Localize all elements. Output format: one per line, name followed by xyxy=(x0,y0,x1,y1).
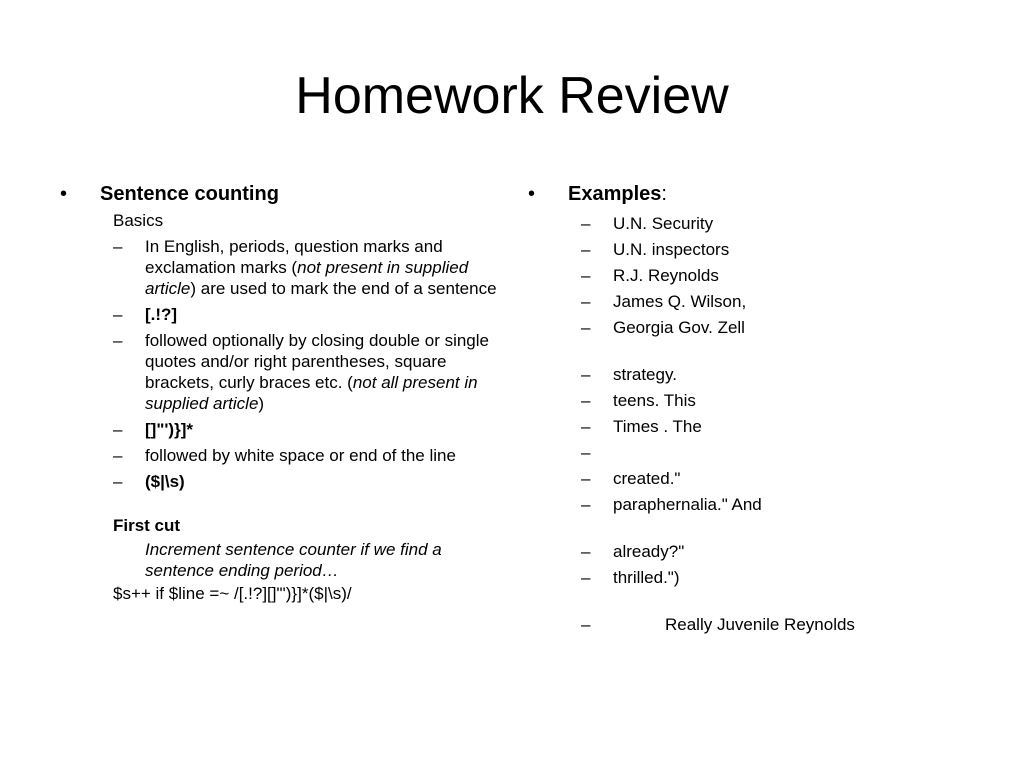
examples-bullet xyxy=(528,180,948,208)
example-text: already?" xyxy=(613,542,685,561)
item-text: ) xyxy=(258,394,265,413)
list-item xyxy=(528,364,948,385)
dash-marker: – xyxy=(581,495,591,514)
examples-heading: Examples xyxy=(568,183,662,205)
dash-marker: – xyxy=(581,214,591,233)
list-item xyxy=(60,471,500,492)
list-item xyxy=(528,494,948,515)
dash-marker: – xyxy=(581,542,591,561)
dash-marker: – xyxy=(113,305,123,324)
list-item xyxy=(60,304,500,325)
regex-fragment: []"')}]* xyxy=(145,420,193,439)
dash-marker: – xyxy=(581,292,591,311)
regex-fragment: ($|\s) xyxy=(145,472,185,491)
list-item xyxy=(528,291,948,312)
example-text: Georgia Gov. Zell xyxy=(613,318,745,337)
bullet-marker: • xyxy=(528,183,536,205)
dash-marker: – xyxy=(581,318,591,337)
list-item xyxy=(528,213,948,234)
spacer xyxy=(528,338,948,359)
dash-marker: – xyxy=(113,420,123,439)
example-text: U.N. inspectors xyxy=(613,240,730,259)
left-column xyxy=(60,180,500,604)
item-text: ) are used to mark the end of a sentence xyxy=(190,279,497,298)
list-item xyxy=(60,236,500,299)
list-item xyxy=(528,416,948,437)
dash-marker: – xyxy=(581,240,591,259)
example-text: James Q. Wilson, xyxy=(613,292,747,311)
dash-marker: – xyxy=(581,266,591,285)
dash-marker: – xyxy=(581,365,591,384)
example-text: Really Juvenile Reynolds xyxy=(665,615,855,634)
dash-marker: – xyxy=(113,331,123,350)
sentence-counting-bullet xyxy=(60,180,500,208)
example-text: teens. This xyxy=(613,391,696,410)
dash-marker: – xyxy=(581,469,591,488)
list-item xyxy=(528,468,948,489)
list-item xyxy=(528,239,948,260)
spacer xyxy=(528,515,948,536)
sentence-counting-heading: Sentence counting xyxy=(100,183,279,205)
dash-marker: – xyxy=(581,391,591,410)
dash-marker: – xyxy=(113,237,123,256)
basics-label: Basics xyxy=(113,211,164,230)
spacer xyxy=(528,588,948,609)
dash-marker: – xyxy=(581,615,591,634)
dash-marker: – xyxy=(581,443,591,462)
example-text: U.N. Security xyxy=(613,214,714,233)
list-item xyxy=(528,567,948,588)
list-item xyxy=(528,390,948,411)
example-text: R.J. Reynolds xyxy=(613,266,719,285)
list-item xyxy=(528,442,948,463)
example-text: thrilled.") xyxy=(613,568,680,587)
perl-code-line: $s++ if $line =~ /[.!?][]"')}]*($|\s)/ xyxy=(113,584,352,603)
regex-fragment: [.!?] xyxy=(145,305,178,324)
example-text: created." xyxy=(613,469,681,488)
dash-marker: – xyxy=(113,472,123,491)
example-text: paraphernalia." And xyxy=(613,495,762,514)
bullet-marker: • xyxy=(60,183,68,205)
slide-title: Homework Review xyxy=(295,67,729,125)
dash-marker: – xyxy=(581,568,591,587)
list-item xyxy=(528,317,948,338)
list-item xyxy=(60,445,500,466)
spacer xyxy=(60,492,500,513)
item-note: not all present in supplied article xyxy=(145,373,478,413)
item-text: followed optionally by closing double or single quotes and/or right parentheses, square brackets, curly braces etc. ( xyxy=(145,331,489,392)
list-item xyxy=(528,541,948,562)
dash-marker: – xyxy=(581,417,591,436)
list-item xyxy=(60,419,500,440)
first-cut-note: Increment sentence counter if we find a sentence ending period… xyxy=(145,540,442,580)
item-text: In English, periods, question marks and exclamation marks ( xyxy=(145,237,443,277)
item-text: followed by white space or end of the line xyxy=(145,446,456,465)
dash-marker: – xyxy=(113,446,123,465)
right-column xyxy=(528,180,948,635)
list-item xyxy=(60,330,500,414)
example-text: strategy. xyxy=(613,365,677,384)
first-cut-heading: First cut xyxy=(113,516,181,535)
list-item xyxy=(528,614,948,635)
item-note: not present in supplied article xyxy=(145,258,469,298)
examples-colon: : xyxy=(661,183,667,205)
list-item xyxy=(528,265,948,286)
example-text: Times . The xyxy=(613,417,702,436)
